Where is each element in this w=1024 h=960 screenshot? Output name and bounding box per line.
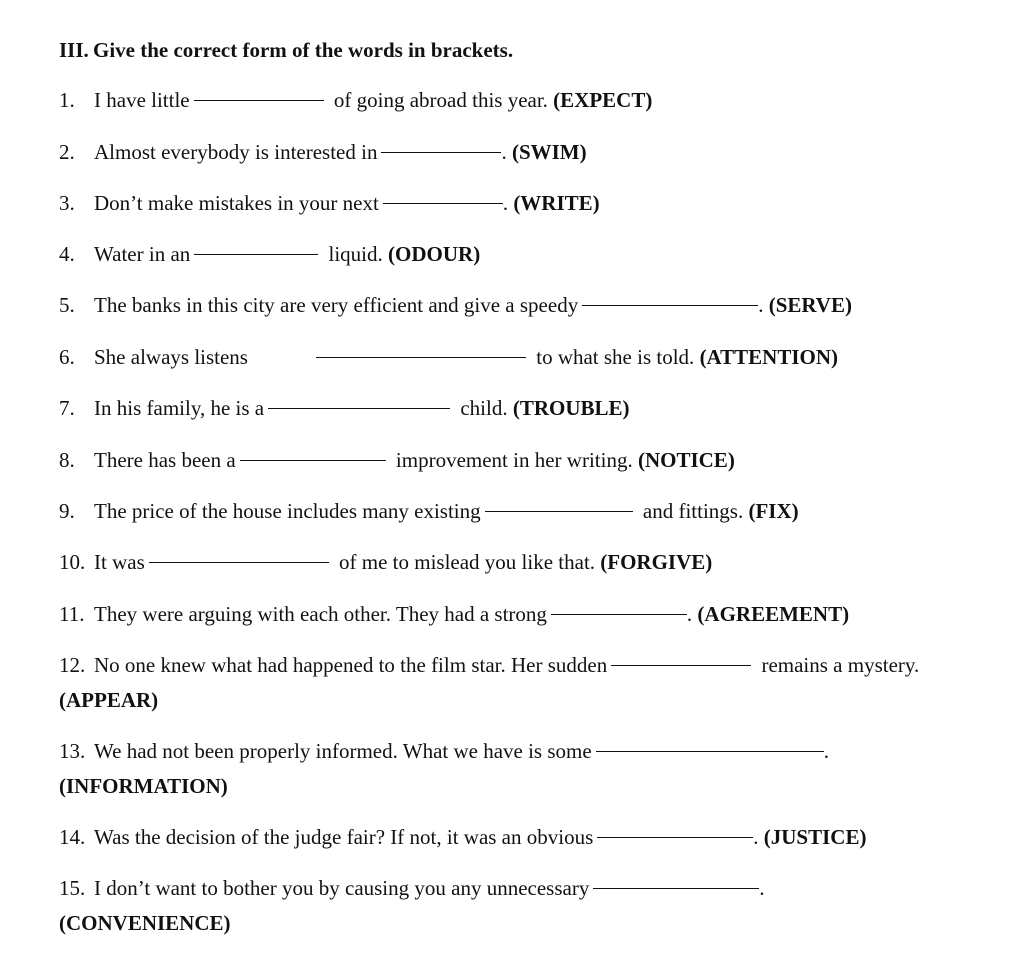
question-keyword: (SERVE): [768, 293, 852, 317]
question-text-after: .: [758, 293, 764, 317]
question-text-after: and fittings.: [637, 499, 744, 523]
question-keyword: (FORGIVE): [600, 550, 713, 574]
question-item: [59, 734, 919, 804]
answer-blank[interactable]: [194, 253, 318, 255]
answer-blank[interactable]: [596, 750, 824, 752]
question-number: 11.: [59, 602, 85, 626]
question-keyword: (WRITE): [513, 191, 600, 215]
question-text-after: .: [823, 739, 829, 763]
question-text-before: The banks in this city are very efficient and give a speedy: [94, 293, 579, 317]
answer-blank[interactable]: [551, 613, 687, 615]
question-item: [59, 494, 969, 529]
question-text-before: They were arguing with each other. They had a strong: [94, 602, 547, 626]
question-keyword: (AGREEMENT): [697, 602, 850, 626]
question-item: [59, 820, 969, 855]
question-item: [59, 597, 969, 632]
question-text-before: I have little: [94, 88, 190, 112]
question-number: 15.: [59, 876, 86, 900]
answer-blank[interactable]: [597, 836, 753, 838]
answer-blank[interactable]: [316, 356, 526, 358]
answer-blank[interactable]: [593, 887, 759, 889]
question-text-before: She always listens: [94, 345, 248, 369]
question-text-after: child.: [455, 396, 508, 420]
question-text-after: .: [501, 140, 507, 164]
answer-blank[interactable]: [582, 304, 758, 306]
question-item: [59, 83, 969, 118]
answer-blank[interactable]: [381, 151, 501, 153]
question-text-before: There has been a: [94, 448, 236, 472]
question-text-before: I don’t want to bother you by causing you any unnecessary: [94, 876, 590, 900]
answer-blank[interactable]: [611, 664, 751, 666]
question-text-after: .: [753, 825, 759, 849]
answer-blank[interactable]: [240, 459, 386, 461]
question-number: 6.: [59, 345, 75, 369]
question-number: 12.: [59, 653, 86, 677]
question-item: [59, 237, 969, 272]
question-item: [59, 391, 969, 426]
question-number: 4.: [59, 242, 75, 266]
question-text-before: We had not been properly informed. What we have is some: [94, 739, 592, 763]
question-item: [59, 135, 969, 170]
question-number: 5.: [59, 293, 75, 317]
question-item: [59, 443, 969, 478]
exercise-heading: [59, 36, 513, 64]
question-keyword: (JUSTICE): [763, 825, 867, 849]
question-number: 8.: [59, 448, 75, 472]
question-keyword: (TROUBLE): [512, 396, 630, 420]
question-text-after: remains a mystery.: [756, 653, 920, 677]
question-text-after: improvement in her writing.: [390, 448, 633, 472]
question-keyword: (FIX): [748, 499, 799, 523]
question-keyword: (EXPECT): [553, 88, 653, 112]
question-text-after: .: [759, 876, 765, 900]
question-number: 13.: [59, 739, 86, 763]
question-keyword: (SWIM): [511, 140, 587, 164]
question-keyword: (NOTICE): [637, 448, 735, 472]
question-text-after: to what she is told.: [530, 345, 695, 369]
answer-blank[interactable]: [149, 561, 329, 563]
answer-blank[interactable]: [485, 510, 633, 512]
answer-blank[interactable]: [194, 99, 324, 101]
question-number: 1.: [59, 88, 75, 112]
question-text-after: of me to mislead you like that.: [333, 550, 596, 574]
question-number: 14.: [59, 825, 86, 849]
question-text-before: Water in an: [94, 242, 191, 266]
question-number: 10.: [59, 550, 86, 574]
question-item: [59, 871, 889, 941]
question-text-before: It was: [94, 550, 145, 574]
question-text-before: Don’t make mistakes in your next: [94, 191, 379, 215]
question-item: [59, 186, 969, 221]
question-keyword: (INFORMATION): [59, 774, 228, 798]
question-text-before: No one knew what had happened to the film star. Her sudden: [94, 653, 608, 677]
question-number: 3.: [59, 191, 75, 215]
question-keyword: (CONVENIENCE): [59, 911, 231, 935]
answer-blank[interactable]: [268, 407, 450, 409]
question-keyword: (APPEAR): [59, 688, 159, 712]
question-text-after: .: [686, 602, 693, 626]
question-text-after: .: [502, 191, 509, 215]
question-keyword: (ODOUR): [388, 242, 481, 266]
question-text-before: Was the decision of the judge fair? If not, it was an obvious: [94, 825, 594, 849]
question-number: 7.: [59, 396, 75, 420]
question-keyword: (ATTENTION): [699, 345, 839, 369]
question-text-after: of going abroad this year.: [328, 88, 548, 112]
question-item: [59, 545, 969, 580]
answer-blank[interactable]: [383, 202, 503, 204]
question-number: 2.: [59, 140, 75, 164]
question-item: [59, 648, 939, 718]
question-item: [59, 288, 969, 323]
question-number: 9.: [59, 499, 75, 523]
question-text-before: In his family, he is a: [94, 396, 265, 420]
question-text-before: Almost everybody is interested in: [94, 140, 378, 164]
exercise-number: III.: [59, 38, 89, 62]
question-text-before: The price of the house includes many existing: [94, 499, 481, 523]
question-item: [59, 340, 969, 375]
exercise-instruction: Give the correct form of the words in brackets.: [93, 38, 514, 62]
question-text-after: liquid.: [323, 242, 383, 266]
